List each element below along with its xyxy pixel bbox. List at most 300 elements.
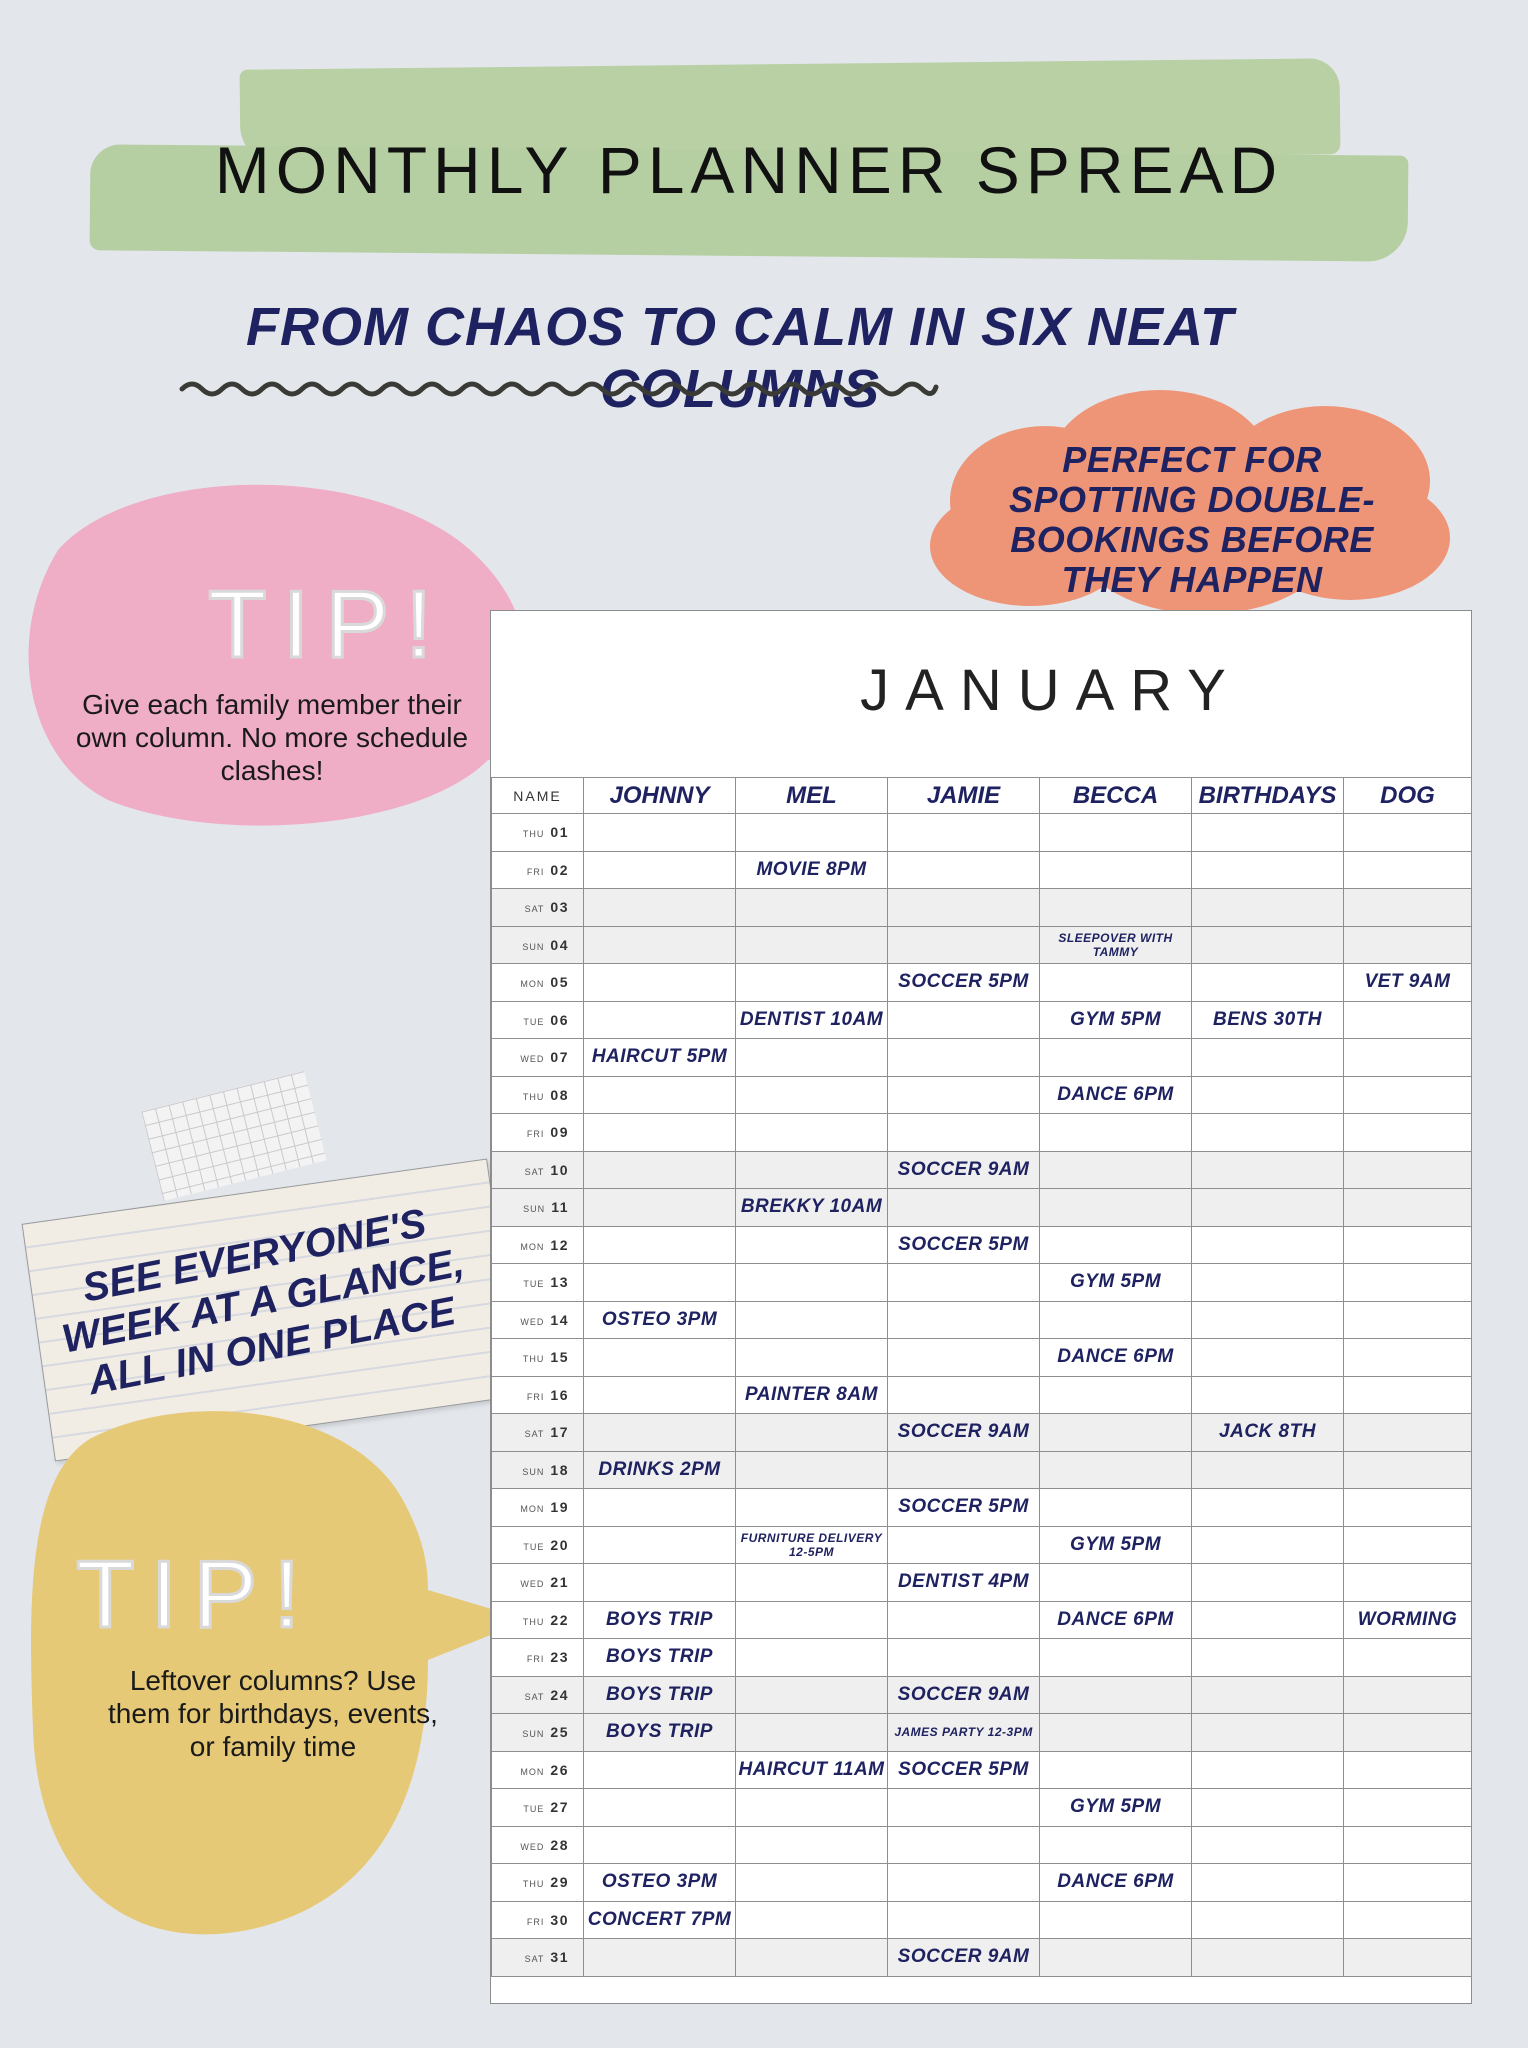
event-cell[interactable] bbox=[1040, 1939, 1192, 1977]
event-cell[interactable] bbox=[736, 926, 888, 964]
table-row bbox=[492, 1526, 1472, 1564]
event-cell[interactable] bbox=[1344, 1226, 1472, 1264]
event-cell[interactable] bbox=[736, 1826, 888, 1864]
day-number: 13 bbox=[550, 1274, 569, 1291]
day-label bbox=[492, 1264, 584, 1302]
table-row bbox=[492, 1939, 1472, 1977]
day-of-week: THU bbox=[522, 1879, 545, 1890]
event-cell[interactable] bbox=[736, 1039, 888, 1077]
event-cell[interactable] bbox=[584, 1751, 736, 1789]
event-cell[interactable] bbox=[1192, 1151, 1344, 1189]
event-cell[interactable]: DANCE 6PM bbox=[1040, 1076, 1192, 1114]
day-number: 31 bbox=[550, 1949, 569, 1966]
event-cell[interactable]: SOCCER 9AM bbox=[888, 1939, 1040, 1977]
table-row bbox=[492, 1601, 1472, 1639]
table-row bbox=[492, 1151, 1472, 1189]
event-cell[interactable] bbox=[1192, 964, 1344, 1002]
event-cell[interactable] bbox=[584, 889, 736, 927]
event-cell[interactable] bbox=[736, 1939, 888, 1977]
event-cell[interactable] bbox=[1344, 851, 1472, 889]
event-cell[interactable]: GYM 5PM bbox=[1040, 1264, 1192, 1302]
event-cell[interactable] bbox=[584, 1226, 736, 1264]
event-cell[interactable]: SLEEPOVER WITH TAMMY bbox=[1040, 926, 1192, 964]
event-cell[interactable] bbox=[584, 1076, 736, 1114]
event-cell[interactable] bbox=[1344, 1076, 1472, 1114]
event-cell[interactable]: DRINKS 2PM bbox=[584, 1451, 736, 1489]
event-cell[interactable] bbox=[1040, 851, 1192, 889]
event-cell[interactable] bbox=[888, 1826, 1040, 1864]
event-cell[interactable] bbox=[1192, 1714, 1344, 1752]
event-cell[interactable]: HAIRCUT 11AM bbox=[736, 1751, 888, 1789]
event-cell[interactable] bbox=[1192, 1264, 1344, 1302]
event-cell[interactable] bbox=[1040, 1451, 1192, 1489]
event-cell[interactable] bbox=[1040, 1189, 1192, 1227]
column-header-birthdays: BIRTHDAYS bbox=[1192, 778, 1344, 814]
event-cell[interactable] bbox=[1040, 1901, 1192, 1939]
title-banner bbox=[90, 62, 1410, 262]
day-label bbox=[492, 1339, 584, 1377]
day-of-week: MON bbox=[520, 1504, 545, 1515]
event-cell[interactable] bbox=[1040, 889, 1192, 927]
day-number: 25 bbox=[550, 1724, 569, 1741]
table-row bbox=[492, 889, 1472, 927]
event-cell[interactable] bbox=[888, 814, 1040, 852]
event-cell[interactable] bbox=[1344, 1451, 1472, 1489]
event-cell[interactable] bbox=[1344, 1039, 1472, 1077]
event-cell[interactable]: CONCERT 7PM bbox=[584, 1901, 736, 1939]
event-cell[interactable] bbox=[1040, 1376, 1192, 1414]
event-cell[interactable]: GYM 5PM bbox=[1040, 1526, 1192, 1564]
day-number: 19 bbox=[550, 1499, 569, 1516]
day-number: 05 bbox=[550, 974, 569, 991]
event-cell[interactable] bbox=[1344, 1339, 1472, 1377]
day-of-week: SUN bbox=[523, 1204, 546, 1215]
event-cell[interactable] bbox=[736, 1489, 888, 1527]
event-cell[interactable] bbox=[584, 1339, 736, 1377]
event-cell[interactable]: VET 9AM bbox=[1344, 964, 1472, 1002]
table-row bbox=[492, 1076, 1472, 1114]
table-row bbox=[492, 1714, 1472, 1752]
event-cell[interactable] bbox=[1344, 1301, 1472, 1339]
table-row bbox=[492, 1226, 1472, 1264]
event-cell[interactable]: GYM 5PM bbox=[1040, 1789, 1192, 1827]
event-cell[interactable] bbox=[736, 1639, 888, 1677]
event-cell[interactable]: GYM 5PM bbox=[1040, 1001, 1192, 1039]
event-cell[interactable] bbox=[888, 1114, 1040, 1152]
day-number: 18 bbox=[550, 1461, 569, 1478]
grid-body bbox=[492, 814, 1472, 1977]
event-cell[interactable] bbox=[888, 1376, 1040, 1414]
event-cell[interactable] bbox=[736, 814, 888, 852]
header-row bbox=[492, 778, 1472, 814]
day-of-week: FRI bbox=[526, 1654, 545, 1665]
event-cell[interactable] bbox=[584, 1151, 736, 1189]
event-cell[interactable] bbox=[1192, 1451, 1344, 1489]
event-cell[interactable] bbox=[1344, 1714, 1472, 1752]
event-cell[interactable] bbox=[1040, 1301, 1192, 1339]
event-cell[interactable] bbox=[888, 926, 1040, 964]
day-label bbox=[492, 1151, 584, 1189]
event-cell[interactable] bbox=[584, 1001, 736, 1039]
event-cell[interactable] bbox=[584, 814, 736, 852]
event-cell[interactable] bbox=[1192, 1864, 1344, 1902]
event-cell[interactable] bbox=[584, 964, 736, 1002]
event-cell[interactable] bbox=[1192, 889, 1344, 927]
event-cell[interactable] bbox=[1192, 1339, 1344, 1377]
event-cell[interactable] bbox=[1344, 1414, 1472, 1452]
event-cell[interactable] bbox=[736, 964, 888, 1002]
event-cell[interactable]: SOCCER 5PM bbox=[888, 964, 1040, 1002]
event-cell[interactable] bbox=[1192, 926, 1344, 964]
event-cell[interactable]: MOVIE 8PM bbox=[736, 851, 888, 889]
event-cell[interactable] bbox=[1040, 1489, 1192, 1527]
event-cell[interactable] bbox=[1192, 1489, 1344, 1527]
day-number: 30 bbox=[550, 1911, 569, 1928]
table-row bbox=[492, 1339, 1472, 1377]
day-label bbox=[492, 1189, 584, 1227]
event-cell[interactable] bbox=[736, 1864, 888, 1902]
event-cell[interactable] bbox=[1040, 1151, 1192, 1189]
table-row bbox=[492, 814, 1472, 852]
table-row bbox=[492, 1676, 1472, 1714]
event-cell[interactable] bbox=[1344, 1114, 1472, 1152]
event-cell[interactable] bbox=[1344, 1864, 1472, 1902]
day-of-week: TUE bbox=[523, 1804, 545, 1815]
day-label bbox=[492, 1714, 584, 1752]
table-row bbox=[492, 1189, 1472, 1227]
day-of-week: WED bbox=[520, 1316, 545, 1327]
event-cell[interactable] bbox=[584, 926, 736, 964]
day-of-week: SAT bbox=[524, 904, 545, 915]
event-cell[interactable]: BOYS TRIP bbox=[584, 1639, 736, 1677]
event-cell[interactable] bbox=[1040, 1039, 1192, 1077]
tip-body-1: Give each family member their own column. No more schedule clashes! bbox=[75, 689, 469, 786]
event-cell[interactable] bbox=[1344, 1676, 1472, 1714]
day-of-week: SAT bbox=[524, 1691, 545, 1702]
event-cell[interactable] bbox=[736, 1264, 888, 1302]
tip-title-1: TIP! bbox=[208, 571, 449, 678]
day-label bbox=[492, 1526, 584, 1564]
day-label bbox=[492, 1601, 584, 1639]
day-label bbox=[492, 1451, 584, 1489]
day-label bbox=[492, 889, 584, 927]
day-label bbox=[492, 1039, 584, 1077]
event-cell[interactable] bbox=[888, 851, 1040, 889]
day-of-week: WED bbox=[520, 1841, 545, 1852]
table-row bbox=[492, 1489, 1472, 1527]
event-cell[interactable] bbox=[736, 889, 888, 927]
day-label bbox=[492, 1226, 584, 1264]
event-cell[interactable] bbox=[736, 1601, 888, 1639]
event-cell[interactable] bbox=[888, 1301, 1040, 1339]
day-number: 28 bbox=[550, 1836, 569, 1853]
event-cell[interactable]: SOCCER 5PM bbox=[888, 1226, 1040, 1264]
event-cell[interactable] bbox=[1344, 926, 1472, 964]
day-number: 06 bbox=[550, 1011, 569, 1028]
event-cell[interactable] bbox=[1192, 1526, 1344, 1564]
day-number: 21 bbox=[550, 1574, 569, 1591]
event-cell[interactable] bbox=[1344, 1376, 1472, 1414]
day-number: 15 bbox=[550, 1349, 569, 1366]
event-cell[interactable] bbox=[888, 1039, 1040, 1077]
day-number: 22 bbox=[550, 1611, 569, 1628]
event-cell[interactable] bbox=[736, 1451, 888, 1489]
tip-bubble-yellow bbox=[28, 1400, 538, 1940]
event-cell[interactable] bbox=[1192, 1639, 1344, 1677]
day-number: 09 bbox=[550, 1124, 569, 1141]
event-cell[interactable] bbox=[888, 1864, 1040, 1902]
event-cell[interactable] bbox=[888, 1601, 1040, 1639]
table-row bbox=[492, 1864, 1472, 1902]
day-label bbox=[492, 926, 584, 964]
event-cell[interactable] bbox=[584, 1789, 736, 1827]
table-row bbox=[492, 1564, 1472, 1602]
event-cell[interactable]: DANCE 6PM bbox=[1040, 1339, 1192, 1377]
event-cell[interactable]: OSTEO 3PM bbox=[584, 1864, 736, 1902]
event-cell[interactable] bbox=[736, 1901, 888, 1939]
event-cell[interactable] bbox=[736, 1226, 888, 1264]
event-cell[interactable] bbox=[1040, 1564, 1192, 1602]
event-cell[interactable] bbox=[1040, 1714, 1192, 1752]
event-cell[interactable] bbox=[736, 1076, 888, 1114]
event-cell[interactable] bbox=[736, 1564, 888, 1602]
event-cell[interactable] bbox=[1192, 1939, 1344, 1977]
event-cell[interactable] bbox=[888, 1339, 1040, 1377]
event-cell[interactable] bbox=[1344, 1151, 1472, 1189]
day-label bbox=[492, 1939, 584, 1977]
event-cell[interactable] bbox=[1344, 889, 1472, 927]
planner-grid bbox=[491, 777, 1472, 1977]
day-label bbox=[492, 1901, 584, 1939]
day-label bbox=[492, 1639, 584, 1677]
event-cell[interactable]: DANCE 6PM bbox=[1040, 1864, 1192, 1902]
day-number: 07 bbox=[550, 1049, 569, 1066]
day-label bbox=[492, 964, 584, 1002]
event-cell[interactable] bbox=[1040, 1676, 1192, 1714]
event-cell[interactable]: OSTEO 3PM bbox=[584, 1301, 736, 1339]
tip-body-2: Leftover columns? Use them for birthdays, events, or family time bbox=[108, 1665, 438, 1762]
day-of-week: TUE bbox=[523, 1279, 545, 1290]
event-cell[interactable] bbox=[1192, 1564, 1344, 1602]
event-cell[interactable] bbox=[1344, 1264, 1472, 1302]
day-of-week: SAT bbox=[524, 1954, 545, 1965]
event-cell[interactable] bbox=[888, 1526, 1040, 1564]
event-cell[interactable]: JAMES PARTY 12-3PM bbox=[888, 1714, 1040, 1752]
event-cell[interactable] bbox=[888, 889, 1040, 927]
event-cell[interactable] bbox=[888, 1789, 1040, 1827]
event-cell[interactable] bbox=[584, 1114, 736, 1152]
day-number: 23 bbox=[550, 1649, 569, 1666]
event-cell[interactable] bbox=[736, 1151, 888, 1189]
table-row bbox=[492, 1301, 1472, 1339]
event-cell[interactable] bbox=[888, 1076, 1040, 1114]
event-cell[interactable] bbox=[584, 1564, 736, 1602]
day-of-week: THU bbox=[522, 1616, 545, 1627]
table-row bbox=[492, 1039, 1472, 1077]
event-cell[interactable] bbox=[1344, 1751, 1472, 1789]
event-cell[interactable] bbox=[584, 1189, 736, 1227]
event-cell[interactable]: SOCCER 5PM bbox=[888, 1751, 1040, 1789]
event-cell[interactable] bbox=[736, 1114, 888, 1152]
event-cell[interactable] bbox=[1192, 1114, 1344, 1152]
event-cell[interactable] bbox=[1192, 1601, 1344, 1639]
table-row bbox=[492, 964, 1472, 1002]
event-cell[interactable]: FURNITURE DELIVERY 12-5PM bbox=[736, 1526, 888, 1564]
event-cell[interactable] bbox=[736, 1414, 888, 1452]
event-cell[interactable] bbox=[1344, 1901, 1472, 1939]
day-number: 04 bbox=[550, 936, 569, 953]
table-row bbox=[492, 1376, 1472, 1414]
event-cell[interactable]: BOYS TRIP bbox=[584, 1714, 736, 1752]
event-cell[interactable] bbox=[1344, 1939, 1472, 1977]
day-label bbox=[492, 814, 584, 852]
day-number: 29 bbox=[550, 1874, 569, 1891]
table-row bbox=[492, 1114, 1472, 1152]
day-label bbox=[492, 1076, 584, 1114]
day-of-week: SUN bbox=[522, 1729, 545, 1740]
event-cell[interactable] bbox=[1192, 1226, 1344, 1264]
event-cell[interactable] bbox=[1192, 1039, 1344, 1077]
event-cell[interactable] bbox=[584, 1414, 736, 1452]
day-label bbox=[492, 1676, 584, 1714]
event-cell[interactable]: DENTIST 10AM bbox=[736, 1001, 888, 1039]
event-cell[interactable] bbox=[584, 1376, 736, 1414]
event-cell[interactable]: HAIRCUT 5PM bbox=[584, 1039, 736, 1077]
day-number: 01 bbox=[550, 824, 569, 841]
table-row bbox=[492, 926, 1472, 964]
event-cell[interactable] bbox=[1040, 1639, 1192, 1677]
event-cell[interactable] bbox=[1344, 1526, 1472, 1564]
event-cell[interactable] bbox=[1192, 851, 1344, 889]
event-cell[interactable]: JACK 8TH bbox=[1192, 1414, 1344, 1452]
event-cell[interactable] bbox=[1040, 964, 1192, 1002]
day-of-week: SUN bbox=[522, 941, 545, 952]
event-cell[interactable]: DANCE 6PM bbox=[1040, 1601, 1192, 1639]
event-cell[interactable] bbox=[1192, 1076, 1344, 1114]
event-cell[interactable] bbox=[1192, 1376, 1344, 1414]
event-cell[interactable]: WORMING bbox=[1344, 1601, 1472, 1639]
event-cell[interactable] bbox=[736, 1339, 888, 1377]
event-cell[interactable] bbox=[1040, 1414, 1192, 1452]
event-cell[interactable] bbox=[888, 1001, 1040, 1039]
squiggle-underline bbox=[178, 376, 940, 402]
event-cell[interactable] bbox=[1344, 1789, 1472, 1827]
event-cell[interactable] bbox=[736, 1301, 888, 1339]
event-cell[interactable] bbox=[1192, 814, 1344, 852]
day-label bbox=[492, 1826, 584, 1864]
day-number: 12 bbox=[550, 1236, 569, 1253]
event-cell[interactable] bbox=[1192, 1676, 1344, 1714]
day-label bbox=[492, 1376, 584, 1414]
event-cell[interactable] bbox=[1344, 814, 1472, 852]
day-number: 16 bbox=[550, 1386, 569, 1403]
day-label bbox=[492, 1489, 584, 1527]
day-of-week: WED bbox=[520, 1579, 545, 1590]
event-cell[interactable]: BOYS TRIP bbox=[584, 1601, 736, 1639]
column-header-jamie: JAMIE bbox=[888, 778, 1040, 814]
note-card-text: SEE EVERYONE'S WEEK AT A GLANCE, ALL IN ONE PLACE bbox=[58, 1200, 468, 1404]
day-of-week: SUN bbox=[522, 1466, 545, 1477]
event-cell[interactable] bbox=[888, 1639, 1040, 1677]
table-row bbox=[492, 1789, 1472, 1827]
day-of-week: TUE bbox=[523, 1016, 545, 1027]
event-cell[interactable] bbox=[1192, 1826, 1344, 1864]
event-cell[interactable] bbox=[584, 851, 736, 889]
event-cell[interactable] bbox=[1344, 1489, 1472, 1527]
page-subtitle: FROM CHAOS TO CALM IN SIX NEAT COLUMNS bbox=[246, 297, 1234, 419]
day-number: 10 bbox=[550, 1161, 569, 1178]
event-cell[interactable] bbox=[1040, 814, 1192, 852]
event-cell[interactable] bbox=[1192, 1901, 1344, 1939]
event-cell[interactable] bbox=[736, 1714, 888, 1752]
event-cell[interactable] bbox=[736, 1789, 888, 1827]
day-label bbox=[492, 1789, 584, 1827]
day-number: 03 bbox=[550, 899, 569, 916]
event-cell[interactable] bbox=[1344, 1639, 1472, 1677]
event-cell[interactable]: BOYS TRIP bbox=[584, 1676, 736, 1714]
day-number: 26 bbox=[550, 1761, 569, 1778]
event-cell[interactable]: DENTIST 4PM bbox=[888, 1564, 1040, 1602]
event-cell[interactable] bbox=[888, 1901, 1040, 1939]
event-cell[interactable]: BENS 30TH bbox=[1192, 1001, 1344, 1039]
event-cell[interactable]: PAINTER 8AM bbox=[736, 1376, 888, 1414]
table-row bbox=[492, 1264, 1472, 1302]
event-cell[interactable] bbox=[584, 1489, 736, 1527]
event-cell[interactable] bbox=[1344, 1001, 1472, 1039]
month-title: JANUARY bbox=[860, 658, 1242, 723]
table-row bbox=[492, 1826, 1472, 1864]
double-booking-cloud bbox=[930, 386, 1454, 614]
table-row bbox=[492, 1751, 1472, 1789]
cloud-text: PERFECT FOR SPOTTING DOUBLE-BOOKINGS BEFORE THEY HAPPEN bbox=[1009, 439, 1375, 600]
event-cell[interactable]: BREKKY 10AM bbox=[736, 1189, 888, 1227]
day-label bbox=[492, 1114, 584, 1152]
day-of-week: MON bbox=[520, 1241, 545, 1252]
event-cell[interactable] bbox=[888, 1189, 1040, 1227]
event-cell[interactable]: SOCCER 9AM bbox=[888, 1676, 1040, 1714]
event-cell[interactable] bbox=[1192, 1789, 1344, 1827]
event-cell[interactable] bbox=[1040, 1114, 1192, 1152]
event-cell[interactable] bbox=[1192, 1301, 1344, 1339]
day-of-week: SAT bbox=[524, 1429, 545, 1440]
day-number: 20 bbox=[550, 1536, 569, 1553]
event-cell[interactable] bbox=[736, 1676, 888, 1714]
column-header-mel: MEL bbox=[736, 778, 888, 814]
event-cell[interactable] bbox=[584, 1939, 736, 1977]
event-cell[interactable] bbox=[584, 1264, 736, 1302]
event-cell[interactable] bbox=[1192, 1751, 1344, 1789]
event-cell[interactable] bbox=[888, 1264, 1040, 1302]
event-cell[interactable] bbox=[1344, 1564, 1472, 1602]
event-cell[interactable] bbox=[888, 1451, 1040, 1489]
day-label bbox=[492, 1001, 584, 1039]
table-row bbox=[492, 1001, 1472, 1039]
event-cell[interactable] bbox=[1192, 1189, 1344, 1227]
event-cell[interactable] bbox=[1344, 1189, 1472, 1227]
day-of-week: FRI bbox=[526, 866, 545, 877]
event-cell[interactable] bbox=[1040, 1826, 1192, 1864]
event-cell[interactable] bbox=[1040, 1751, 1192, 1789]
event-cell[interactable] bbox=[584, 1526, 736, 1564]
event-cell[interactable]: SOCCER 9AM bbox=[888, 1414, 1040, 1452]
event-cell[interactable]: SOCCER 9AM bbox=[888, 1151, 1040, 1189]
event-cell[interactable] bbox=[1344, 1826, 1472, 1864]
event-cell[interactable] bbox=[584, 1826, 736, 1864]
column-header-becca: BECCA bbox=[1040, 778, 1192, 814]
column-header-dog: DOG bbox=[1344, 778, 1472, 814]
event-cell[interactable] bbox=[1040, 1226, 1192, 1264]
event-cell[interactable]: SOCCER 5PM bbox=[888, 1489, 1040, 1527]
